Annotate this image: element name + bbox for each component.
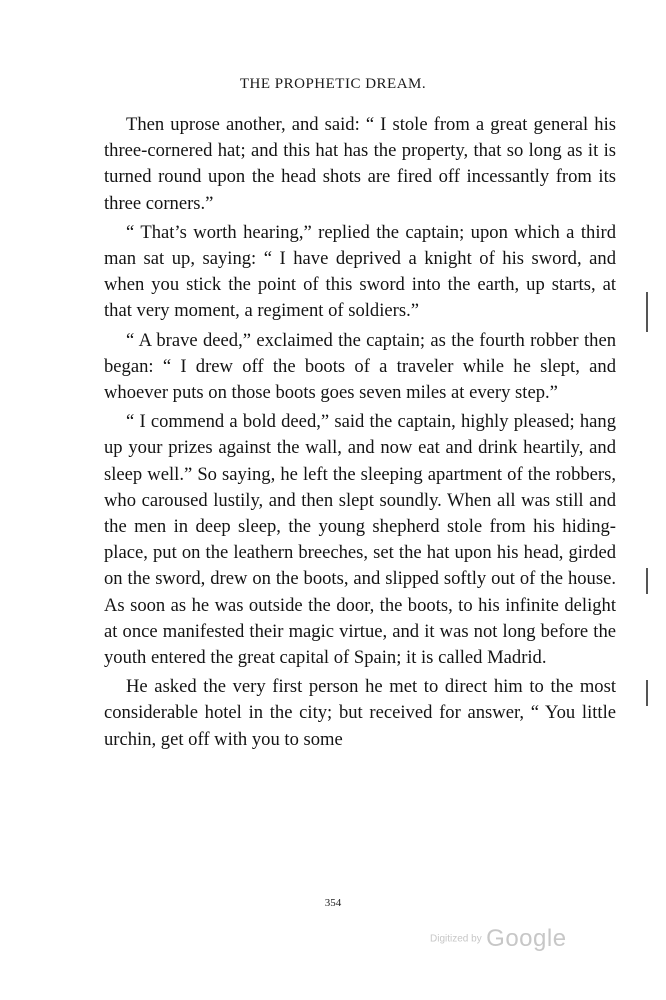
paragraph: “ I commend a bold deed,” said the captain, highly pleased; hang up your prizes against the wall, and now eat and drink heartily, and sleep well.” So saying, he left the sleeping apartment of the robbers, who caroused lustily, and then slept soundly. When all was still and the men in deep sleep, the young shepherd stole from his hiding-place, put on the leathern breeches, set the hat upon his head, girded on the sword, drew on the boots, and slipped softly out of the house. As soon as he was outside the door, the boots, to his infinite delight at once manifested their magic virtue, and it was not long before the youth entered the great capital of Spain; it is called Madrid. bbox=[104, 411, 616, 669]
paragraph: Then uprose another, and said: “ I stole from a great general his three-cornered hat; and this hat has the property, that so long as it is turned round upon the head shots are fired off incessantly from its three corners.” bbox=[104, 114, 616, 214]
body-text bbox=[104, 112, 616, 756]
paragraph: “ That’s worth hearing,” replied the captain; upon which a third man sat up, saying: “ I have deprived a knight of his sword, and when you stick the point of this sword into the earth, up starts, at that very moment, a regiment of soldiers.” bbox=[104, 221, 616, 322]
paragraph: He asked the very first person he met to direct him to the most considerable hotel in the city; but received for answer, “ You little urchin, get off with you to some bbox=[104, 676, 616, 750]
paragraph: “ A brave deed,” exclaimed the captain; as the fourth robber then began: “ I drew off the boots of a traveler while he slept, and whoever puts on those boots goes seven miles at every step.” bbox=[104, 329, 616, 404]
watermark-brand: Google bbox=[486, 925, 567, 952]
digitized-watermark bbox=[430, 925, 567, 953]
page-number: 354 bbox=[324, 897, 342, 909]
running-head: THE PROPHETIC DREAM. bbox=[239, 76, 427, 92]
scan-edge-mark bbox=[646, 292, 648, 332]
scan-edge-mark bbox=[646, 568, 648, 594]
scan-edge-mark bbox=[646, 680, 648, 706]
watermark-prefix: Digitized by bbox=[430, 933, 482, 945]
